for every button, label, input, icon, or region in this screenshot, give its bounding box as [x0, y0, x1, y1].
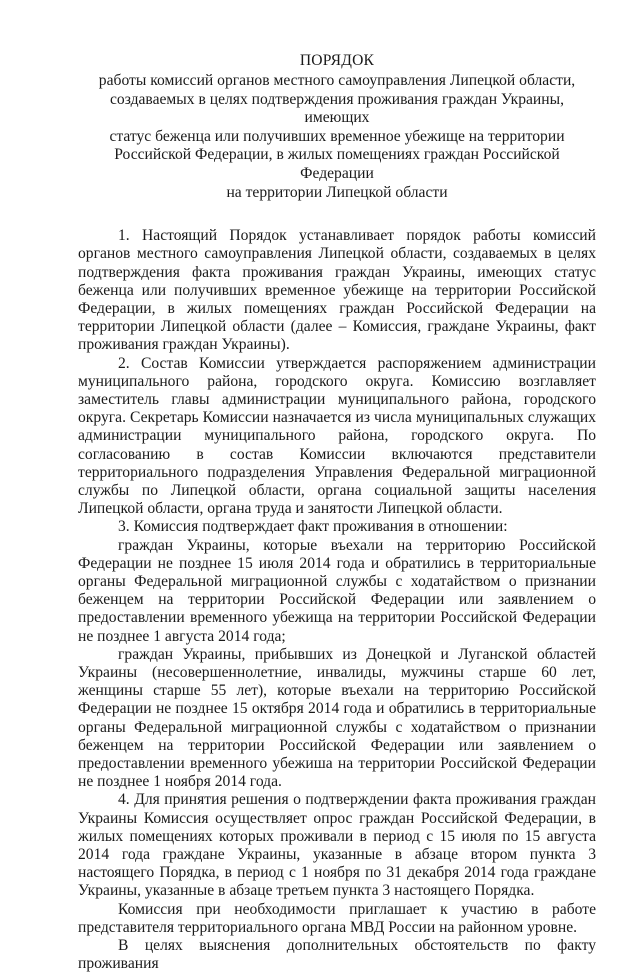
- paragraph-4: 4. Для принятия решения о подтверждении факта проживания граждан Украины Комиссия осуществляет опрос граждан Российской Федерации, в жилых помещениях которых проживали в период с 15 июля по 15 августа 2014 года граждане Украины, указанные в абзаце втором пункта 3 настоящего Порядка, в период с 1 ноября по 31 декабря 2014 года граждане Украины, указанные в абзаце третьем пункта 3 настоящего Порядка.: [78, 791, 596, 900]
- paragraph-4-continued: В целях выяснения дополнительных обстоятельств по факту проживания: [78, 937, 596, 973]
- subtitle-line: на территории Липецкой области: [226, 183, 448, 201]
- paragraph-3: 3. Комиссия подтверждает факт проживания в отношении:: [118, 518, 508, 536]
- subtitle-line: создаваемых в целях подтверждения проживания граждан Украины, имеющих: [109, 90, 564, 127]
- paragraph-1: 1. Настоящий Порядок устанавливает порядок работы комиссий органов местного самоуправления Липецкой области, создаваемых в целях подтверждения факта проживания граждан Украины, имеющих статус беженца или получивших временное убежище на территории Российской Федерации, в жилых помещениях граждан Российской Федерации на территории Липецкой области (далее – Комиссия, граждане Украины, факт проживания граждан Украины).: [78, 227, 596, 354]
- paragraph-4-note: Комиссия при необходимости приглашает к участию в работе представителя территориального органа МВД России на районном уровне.: [78, 900, 596, 936]
- document-body: [78, 227, 596, 973]
- document-page: [78, 46, 596, 973]
- paragraph-3-item-a: граждан Украины, которые въехали на территорию Российской Федерации не позднее 15 июля 2014 года и обратились в территориальные органы Федеральной миграционной службы с ходатайством о признании беженцем на территории Российской Федерации или заявлением о предоставлении временного убежища на территории Российской Федерации не позднее 1 августа 2014 года;: [78, 536, 596, 645]
- subtitle-line: статус беженца или получивших временное убежище на территории: [109, 127, 565, 145]
- subtitle-line: Российской Федерации, в жилых помещениях граждан Российской Федерации: [114, 146, 560, 182]
- paragraph-3-item-b: граждан Украины, прибывших из Донецкой и Луганской областей Украины (несовершеннолетние, инвалиды, мужчины старше 60 лет, женщины старше 55 лет), которые въехали на территорию Российской Федерации не позднее 15 октября 2014 года и обратились в территориальные органы Федеральной миграционной службы с ходатайством о признании беженцем на территории Российской Федерации или заявлением о предоставлении временного убежиша на территории Российской Федерации не позднее 1 ноября 2014 года.: [78, 645, 596, 791]
- document-subtitle: [76, 72, 598, 202]
- subtitle-line: работы комиссий органов местного самоуправления Липецкой области,: [98, 72, 576, 89]
- document-title: ПОРЯДОК: [299, 52, 375, 69]
- paragraph-2: 2. Состав Комиссии утверждается распоряжением администрации муниципального района, городского округа. Комиссию возглавляет заместитель главы администрации муниципального района, городского округа. Секретарь Комиссии назначается из числа муниципальных служащих администрации муниципального района, городского округа. По согласованию в состав Комиссии включаются представители территориального подразделения Управления Федеральной миграционной службы по Липецкой области, органа социальной защиты населения Липецкой области, органа труда и занятости Липецкой области.: [78, 354, 596, 518]
